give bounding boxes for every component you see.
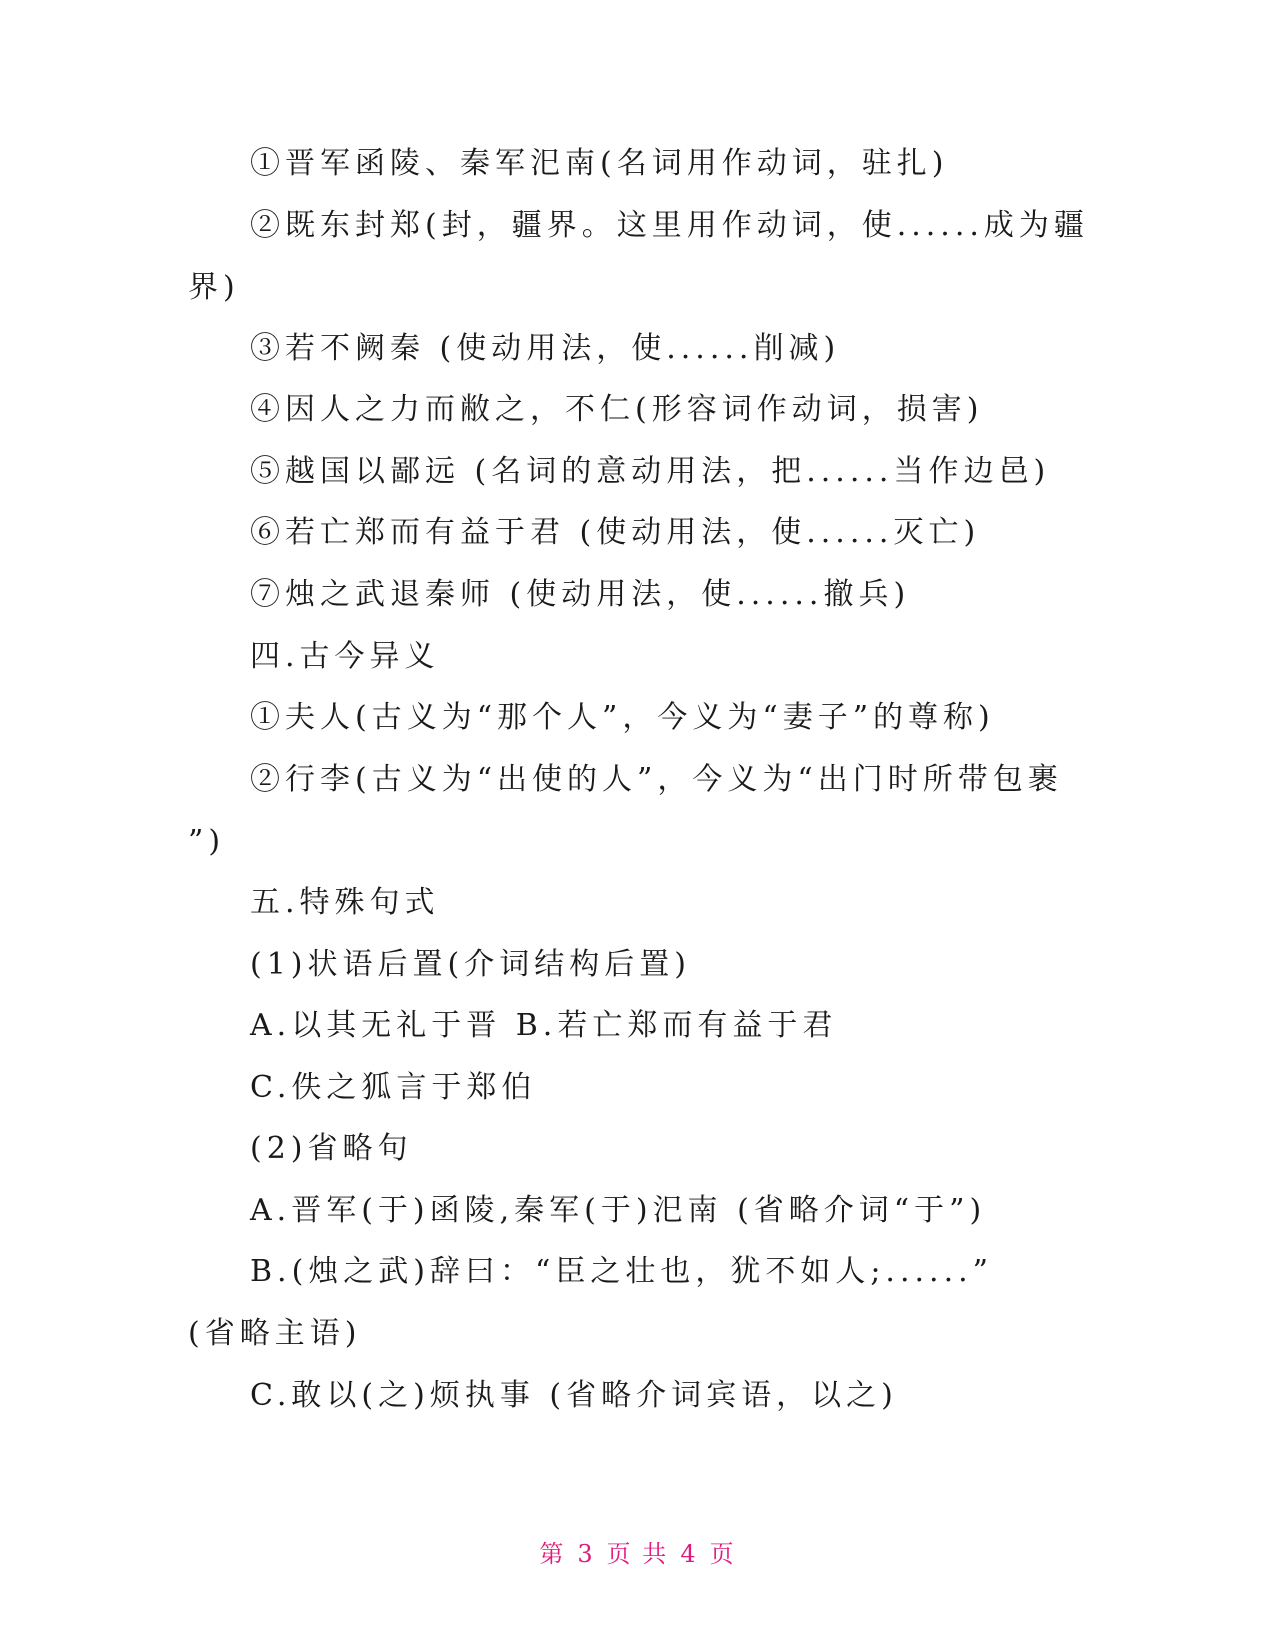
text-line-4: ③若不阙秦 (使动用法，使......削减) [250, 331, 841, 366]
text-line-11: ②行李(古义为“出使的人”，今义为“出门时所带包裹 [250, 762, 1063, 797]
footer-suffix: 页 [709, 1540, 736, 1568]
footer-mid: 页 共 [606, 1540, 669, 1568]
text-line-6: ⑤越国以鄙远 (名词的意动用法，把......当作边邑) [250, 454, 1051, 489]
section-heading-4: 四.古今异义 [250, 639, 440, 674]
text-line-18: A.晋军(于)函陵,秦军(于)汜南 (省略介词“于”) [250, 1193, 987, 1228]
text-line-10: ①夫人(古义为“那个人”，今义为“妻子”的尊称) [250, 700, 995, 735]
text-line-20: (省略主语) [188, 1316, 362, 1351]
text-line-19: B.(烛之武)辞曰：“臣之壮也，犹不如人;......” [250, 1254, 993, 1289]
page-footer [0, 1534, 1275, 1569]
text-line-7: ⑥若亡郑而有益于君 (使动用法，使......灭亡) [250, 515, 981, 550]
text-line-5: ④因人之力而敝之，不仁(形容词作动词，损害) [250, 392, 984, 427]
text-line-2: ②既东封郑(封，疆界。这里用作动词，使......成为疆 [250, 208, 1089, 243]
text-line-8: ⑦烛之武退秦师 (使动用法，使......撤兵) [250, 577, 911, 612]
text-line-14: (1)状语后置(介词结构后置) [250, 947, 691, 982]
footer-total-pages: 4 [680, 1540, 698, 1568]
text-line-16: C.佚之狐言于郑伯 [250, 1070, 537, 1105]
footer-prefix: 第 [539, 1540, 566, 1568]
text-line-21: C.敢以(之)烦执事 (省略介词宾语，以之) [250, 1378, 898, 1413]
footer-page-number: 3 [577, 1540, 595, 1568]
text-line-12: ”) [188, 824, 226, 859]
text-line-1: ①晋军函陵、秦军汜南(名词用作动词，驻扎) [250, 146, 949, 181]
text-line-17: (2)省略句 [250, 1131, 413, 1166]
text-line-3: 界) [188, 270, 240, 305]
section-heading-5: 五.特殊句式 [250, 885, 440, 920]
text-line-15: A.以其无礼于晋 B.若亡郑而有益于君 [250, 1008, 838, 1043]
